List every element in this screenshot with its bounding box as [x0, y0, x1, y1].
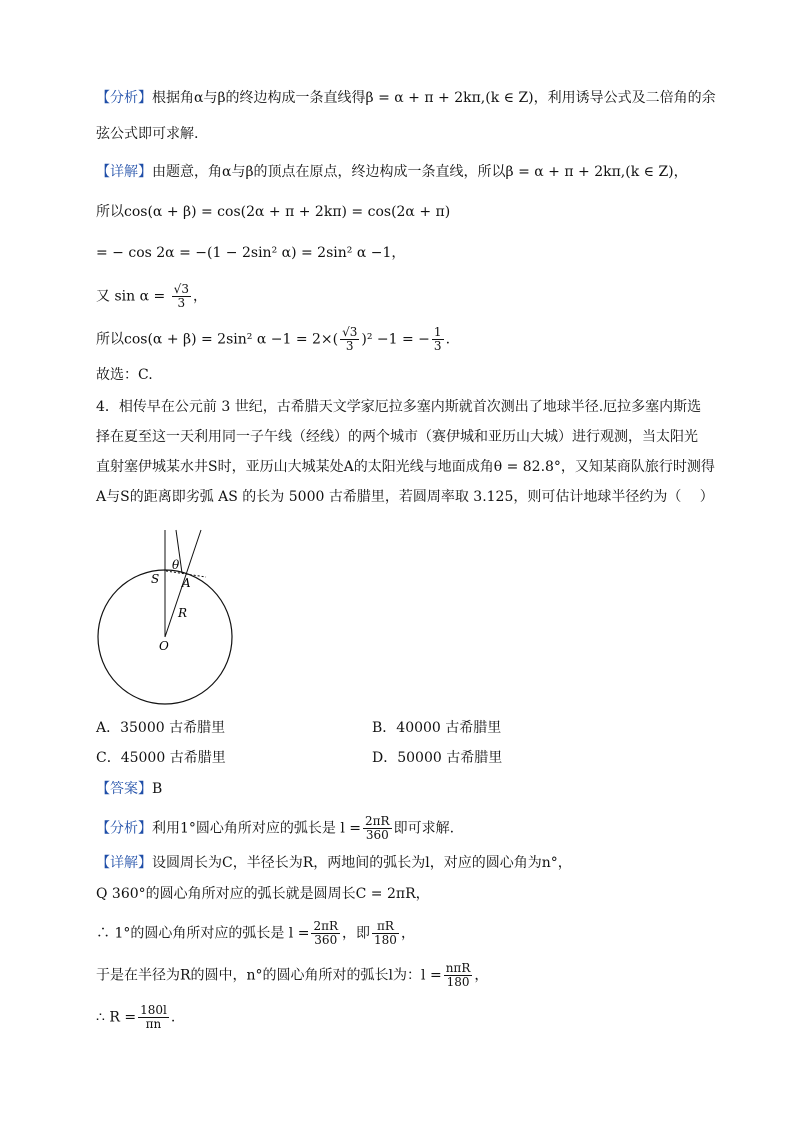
question-line-1: 4．相传早在公元前 3 世纪，古希腊天文学家厄拉多塞内斯就首次测出了地球半径.厄拉多塞内斯选: [96, 399, 702, 415]
option-d: D．50000 古希腊里: [372, 750, 503, 766]
option-b: B．40000 古希腊里: [372, 720, 502, 736]
label-a: A: [182, 576, 191, 590]
fraction: $\frac{2\pi R}{360}$: [313, 919, 339, 947]
analysis-line-2: 弦公式即可求解.: [96, 126, 199, 142]
analysis-text: 根据角α与β的终边构成一条直线得β = α + π + 2kπ,(k ∈ Z)，利用诱导公式及二倍角的余: [152, 90, 716, 106]
fraction: $\frac{\pi R}{180}$: [374, 919, 397, 947]
detail-line-6: 故选：C.: [96, 367, 153, 383]
analysis2-tag: 【分析】: [96, 820, 152, 837]
answer-line: [96, 779, 162, 799]
detail-line-4: 又 sin α = $\frac{√3}{3}$ ，: [96, 282, 207, 310]
fraction: $\frac{\text{nπR}}{180}$: [445, 961, 471, 989]
fraction: $\frac{180l}{\pi n}$: [140, 1003, 167, 1031]
option-a: A．35000 古希腊里: [96, 720, 226, 736]
analysis-line-1: [96, 88, 716, 108]
analysis-tag: 【分析】: [96, 90, 152, 106]
option-c: C．45000 古希腊里: [96, 750, 226, 766]
detail2-line-4: 于是在半径为R的圆中，n°的圆心角所对的弧长l为：l = $\frac{\text{nπR}}{180}$ ，: [96, 961, 489, 989]
detail2-tag: 【详解】: [96, 855, 152, 871]
detail-tag: 【详解】: [96, 164, 152, 180]
detail2-line-1: 【详解】设圆周长为C，半径长为R，两地间的弧长为l，对应的圆心角为n°，: [96, 855, 572, 871]
label-s: S: [151, 572, 160, 586]
detail-text: 由题意，角α与β的顶点在原点，终边构成一条直线，所以β = α + π + 2kπ,(k ∈ Z)，: [152, 164, 688, 180]
analysis2-line: 【分析】利用1°圆心角所对应的弧长是 l = $\frac{2\pi R}{360}$ 即可求解.: [96, 814, 455, 842]
label-theta: θ: [172, 558, 180, 572]
label-o: O: [159, 639, 169, 653]
fraction: $\frac{1}{3}$: [433, 325, 442, 353]
detail-line-2: 所以cos(α + β) = cos(2α + π + 2kπ) = cos(2α + π): [96, 204, 451, 220]
label-r: R: [178, 606, 188, 620]
fraction: $\frac{2\pi R}{360}$: [365, 814, 390, 842]
detail-line-1: [96, 162, 688, 182]
question-line-3: 直射塞伊城某水井S时，亚历山大城某处A的太阳光线与地面成角θ = 82.8°，又知某商队旅行时测得: [96, 459, 715, 475]
detail-line-3: = − cos 2α = −(1 − 2sin² α) = 2sin² α −1，: [96, 245, 406, 261]
detail2-line-5: ∴ R = $\frac{180l}{\pi n}$ .: [96, 1003, 176, 1031]
earth-radius-figure: [88, 525, 248, 710]
detail2-line-2: Q 360°的圆心角所对应的弧长就是圆周长C = 2πR，: [96, 886, 430, 902]
question-line-4: A与S的距离即劣弧 AS 的长为 5000 古希腊里，若圆周率取 3.125，则可估计地球半径约为（ ）: [96, 489, 714, 505]
detail2-line-3: ∴ 1°的圆心角所对应的弧长是 l = $\frac{2\pi R}{360}$ ，即 $\frac{\pi R}{180}$ ，: [96, 919, 415, 947]
detail-line-5: 所以cos(α + β) = 2sin² α −1 = 2×( $\frac{√3}{3}$ )² −1 = − $\frac{1}{3}$ .: [96, 325, 451, 353]
question-line-2: 择在夏至这一天利用同一子午线（经线）的两个城市（赛伊城和亚历山大城）进行观测，当太阳光: [96, 429, 698, 445]
fraction: $\frac{√3}{3}$: [173, 282, 189, 310]
answer-tag: 【答案】: [96, 781, 152, 797]
fraction: $\frac{√3}{3}$: [342, 325, 358, 353]
answer-value: B: [152, 781, 163, 797]
